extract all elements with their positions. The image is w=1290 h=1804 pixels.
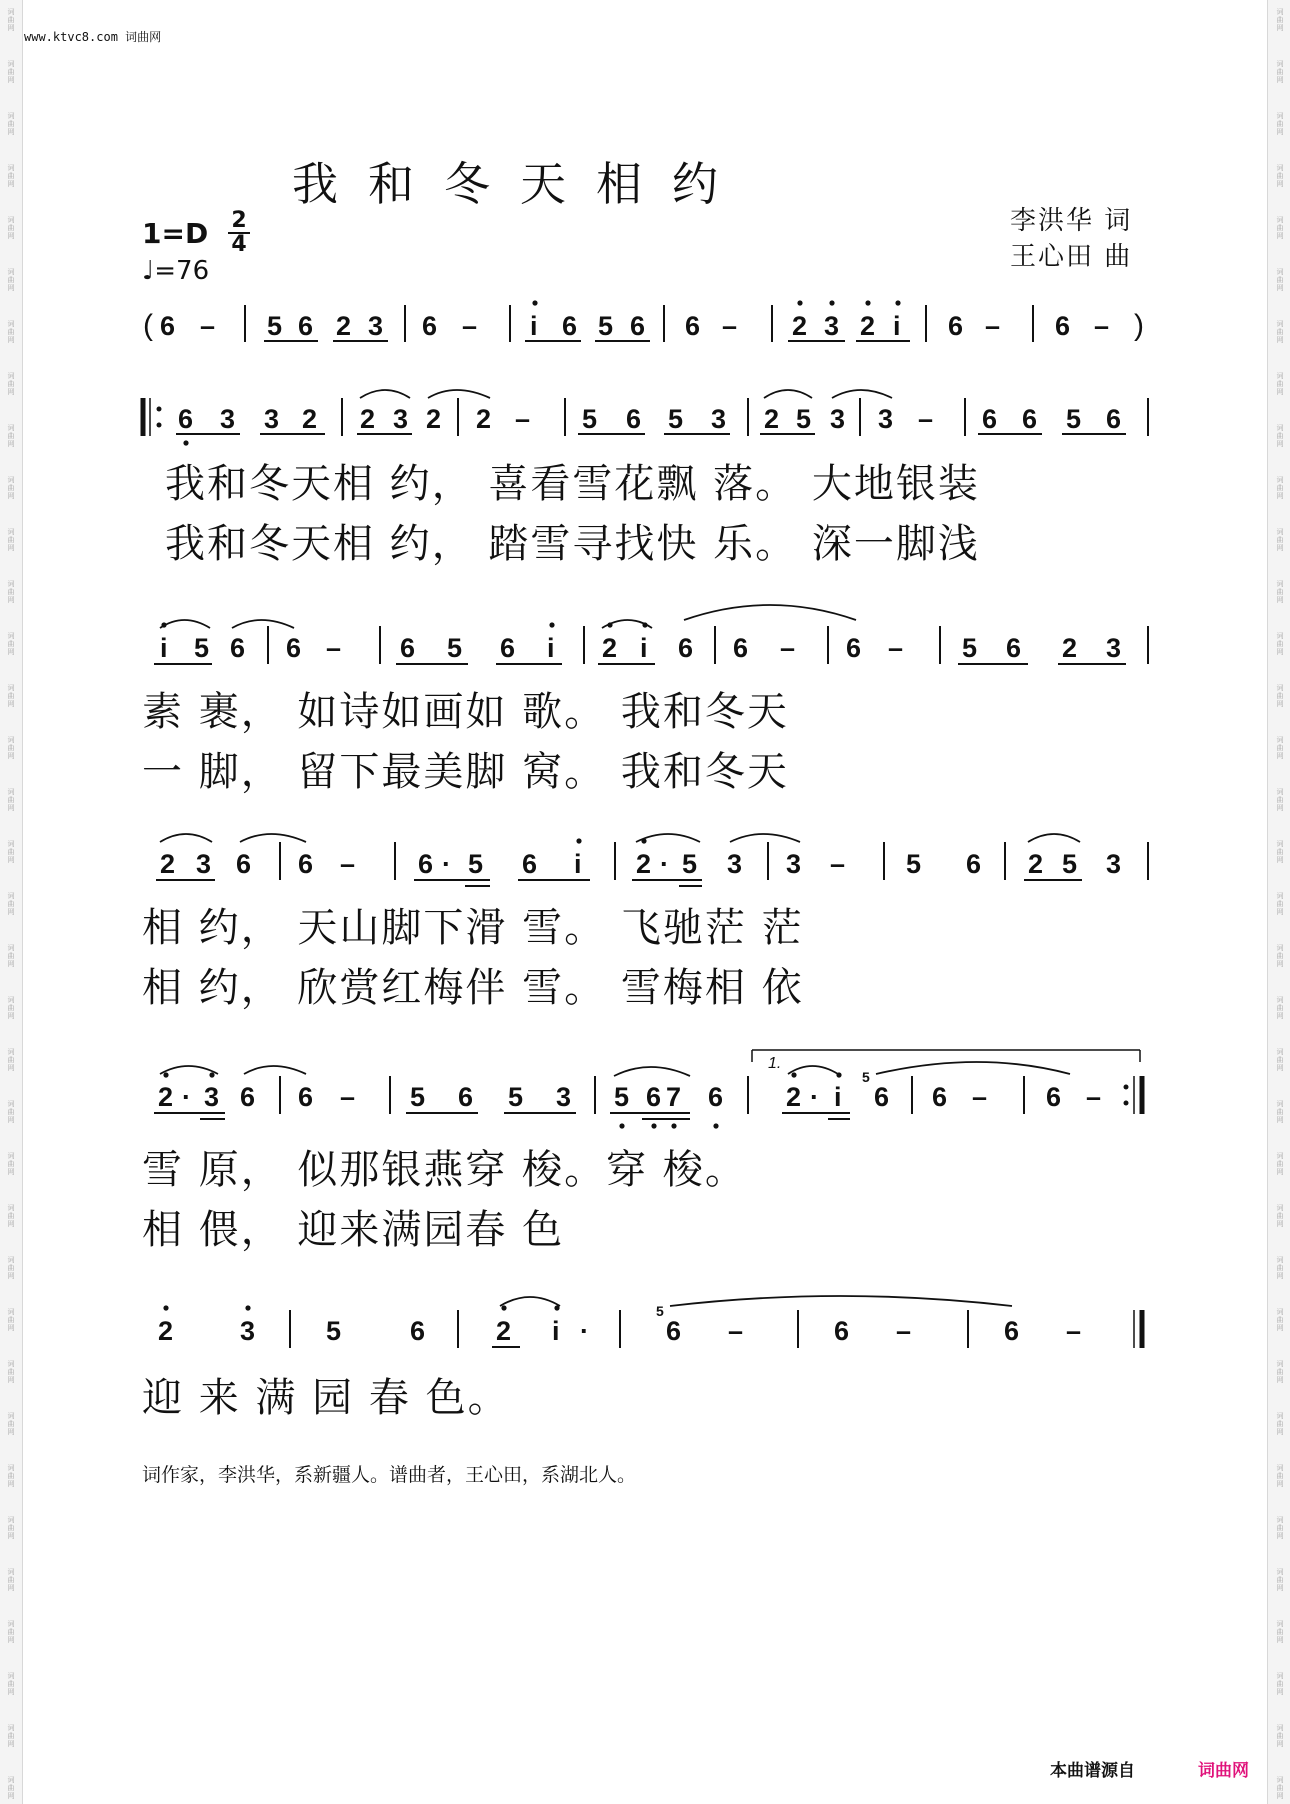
lyrics-system-2-verse-2: 我和冬天相 约， 踏雪寻找快 乐。 深一脚浅 [165, 521, 980, 567]
svg-text:2: 2 [792, 311, 808, 341]
svg-text:6: 6 [630, 311, 646, 341]
svg-text:6: 6 [874, 1082, 890, 1112]
intro-system [143, 300, 1144, 342]
watermark-text: 词 曲 网 [7, 632, 15, 656]
lyrics-system-3-verse-1: 素 裹， 如诗如画如 歌。 我和冬天 [142, 689, 789, 735]
svg-text:6: 6 [982, 404, 998, 434]
svg-text:2: 2 [302, 404, 318, 434]
svg-text:6: 6 [948, 311, 964, 341]
svg-text:5: 5 [447, 633, 463, 663]
svg-text:–: – [888, 633, 904, 663]
svg-text:6: 6 [562, 311, 578, 341]
watermark-text: 词 曲 网 [7, 788, 15, 812]
svg-text:–: – [1086, 1082, 1102, 1112]
watermark-text: 词 曲 网 [1276, 580, 1284, 604]
svg-text:6: 6 [422, 311, 438, 341]
svg-text:–: – [896, 1316, 912, 1346]
svg-text:–: – [918, 404, 934, 434]
watermark-text: 词 曲 网 [7, 424, 15, 448]
watermark-text: 词 曲 网 [1276, 684, 1284, 708]
svg-text:6: 6 [298, 1082, 314, 1112]
system-3 [154, 605, 1148, 664]
svg-text:5: 5 [194, 633, 210, 663]
site-header: www.ktvc8.com 词曲网 [24, 30, 162, 44]
watermark-text: 词 曲 网 [1276, 1464, 1284, 1488]
watermark-text: 词 曲 网 [1276, 892, 1284, 916]
svg-text:3: 3 [727, 849, 743, 879]
watermark-text: 词 曲 网 [1276, 1100, 1284, 1124]
svg-text:6: 6 [230, 633, 246, 663]
svg-text:6: 6 [298, 849, 314, 879]
lyrics-system-4-verse-2: 相 约， 欣赏红梅伴 雪。 雪梅相 依 [142, 965, 804, 1011]
svg-text:·: · [182, 1082, 191, 1112]
watermark-text: 词 曲 网 [1276, 1412, 1284, 1436]
svg-text:6: 6 [458, 1082, 474, 1112]
svg-text:6: 6 [678, 633, 694, 663]
svg-text:6: 6 [1055, 311, 1071, 341]
watermark-text: 词 曲 网 [1276, 1256, 1284, 1280]
watermark-text: 词 曲 网 [7, 8, 15, 32]
svg-text:–: – [340, 849, 356, 879]
footer-source-label: 本曲谱源自 [1050, 1761, 1135, 1781]
svg-text:2: 2 [360, 404, 376, 434]
svg-text:3: 3 [1106, 849, 1122, 879]
svg-text:2: 2 [476, 404, 492, 434]
watermark-text: 词 曲 网 [1276, 8, 1284, 32]
svg-text:2: 2 [1028, 849, 1044, 879]
svg-text:6: 6 [685, 311, 701, 341]
svg-text:5: 5 [582, 404, 598, 434]
svg-text:2: 2 [1062, 633, 1078, 663]
svg-text:–: – [1094, 311, 1110, 341]
watermark-text: 词 曲 网 [7, 1568, 15, 1592]
svg-text:–: – [1066, 1316, 1082, 1346]
svg-text:6: 6 [666, 1316, 682, 1346]
watermark-text: 词 曲 网 [7, 112, 15, 136]
watermark-text: 词 曲 网 [7, 1412, 15, 1436]
watermark-text: 词 曲 网 [1276, 996, 1284, 1020]
watermark-text: 词 曲 网 [7, 840, 15, 864]
svg-text:5: 5 [326, 1316, 342, 1346]
watermark-text: 词 曲 网 [7, 1620, 15, 1644]
svg-text:6: 6 [1106, 404, 1122, 434]
watermark-text: 词 曲 网 [7, 216, 15, 240]
svg-text:i: i [834, 1082, 842, 1112]
svg-text:2: 2 [496, 1316, 512, 1346]
watermark-text: 词 曲 网 [7, 1256, 15, 1280]
watermark-text: 词 曲 网 [7, 1100, 15, 1124]
svg-text:5: 5 [682, 849, 698, 879]
watermark-text: 词 曲 网 [7, 528, 15, 552]
watermark-text: 词 曲 网 [7, 996, 15, 1020]
svg-text:·: · [442, 849, 451, 879]
svg-text:–: – [985, 311, 1001, 341]
svg-text:–: – [780, 633, 796, 663]
svg-text:·: · [660, 849, 669, 879]
watermark-text: 词 曲 网 [1276, 736, 1284, 760]
svg-text:–: – [728, 1316, 744, 1346]
svg-text:7: 7 [666, 1082, 682, 1112]
lyrics-system-5-verse-2: 相 偎， 迎来满园春 色 [142, 1207, 565, 1253]
watermark-text: 词 曲 网 [7, 892, 15, 916]
svg-text:2: 2 [764, 404, 780, 434]
watermark-text: 词 曲 网 [7, 60, 15, 84]
svg-text:6: 6 [500, 633, 516, 663]
watermark-text: 词 曲 网 [1276, 112, 1284, 136]
svg-text:5: 5 [410, 1082, 426, 1112]
svg-text:6: 6 [418, 849, 434, 879]
svg-text:6: 6 [298, 311, 314, 341]
svg-text:2: 2 [336, 311, 352, 341]
watermark-text: 词 曲 网 [1276, 1672, 1284, 1696]
svg-text:2: 2 [636, 849, 652, 879]
author-note: 词作家，李洪华，系新疆人。谱曲者，王心田，系湖北人。 [142, 1464, 637, 1486]
watermark-text: 词 曲 网 [1276, 632, 1284, 656]
svg-text:6: 6 [966, 849, 982, 879]
composer-credit: 王心田 曲 [1010, 242, 1133, 272]
watermark-text: 词 曲 网 [7, 476, 15, 500]
svg-text:6: 6 [160, 311, 176, 341]
svg-text:i: i [552, 1316, 560, 1346]
svg-text:6: 6 [410, 1316, 426, 1346]
svg-text:6: 6 [834, 1316, 850, 1346]
svg-text:1.: 1. [768, 1055, 782, 1072]
svg-text:5: 5 [862, 1069, 870, 1085]
watermark-text: 词 曲 网 [1276, 1568, 1284, 1592]
svg-text:6: 6 [1004, 1316, 1020, 1346]
watermark-text: 词 曲 网 [1276, 1516, 1284, 1540]
watermark-text: 词 曲 网 [7, 372, 15, 396]
svg-text:3: 3 [830, 404, 846, 434]
svg-text:i: i [574, 849, 582, 879]
svg-text:3: 3 [878, 404, 894, 434]
watermark-text: 词 曲 网 [7, 1152, 15, 1176]
svg-text:5: 5 [468, 849, 484, 879]
watermark-text: 词 曲 网 [7, 736, 15, 760]
watermark-text: 词 曲 网 [1276, 1308, 1284, 1332]
time-signature-bottom: 4 [228, 232, 250, 256]
svg-text:5: 5 [656, 1303, 664, 1319]
svg-text:3: 3 [824, 311, 840, 341]
svg-text:i: i [547, 633, 555, 663]
system-4 [156, 834, 1148, 886]
svg-text:5: 5 [962, 633, 978, 663]
svg-text:6: 6 [178, 404, 194, 434]
watermark-text: 词 曲 网 [7, 1672, 15, 1696]
svg-text:–: – [462, 311, 478, 341]
lyrics-system-2-verse-1: 我和冬天相 约， 喜看雪花飘 落。 大地银装 [165, 461, 980, 507]
lyrics-system-4-verse-1: 相 约， 天山脚下滑 雪。 飞驰茫 茫 [142, 905, 804, 951]
svg-text:i: i [160, 633, 168, 663]
watermark-text: 词 曲 网 [1276, 476, 1284, 500]
svg-text:5: 5 [508, 1082, 524, 1112]
watermark-text: 词 曲 网 [7, 1464, 15, 1488]
svg-text:–: – [515, 404, 531, 434]
svg-text:3: 3 [393, 404, 409, 434]
svg-text:6: 6 [846, 633, 862, 663]
svg-text:–: – [200, 311, 216, 341]
svg-text:5: 5 [614, 1082, 630, 1112]
svg-text:3: 3 [196, 849, 212, 879]
song-title: 我和冬天相约 [292, 157, 748, 211]
svg-text:6: 6 [932, 1082, 948, 1112]
svg-text:3: 3 [264, 404, 280, 434]
svg-text:(: ( [143, 309, 153, 342]
svg-text:6: 6 [1006, 633, 1022, 663]
svg-text:5: 5 [796, 404, 812, 434]
watermark-text: 词 曲 网 [7, 1360, 15, 1384]
watermark-text: 词 曲 网 [7, 320, 15, 344]
svg-text:2: 2 [158, 1316, 174, 1346]
svg-text:6: 6 [646, 1082, 662, 1112]
watermark-text: 词 曲 网 [1276, 372, 1284, 396]
watermark-text: 词 曲 网 [7, 1048, 15, 1072]
svg-text:3: 3 [1106, 633, 1122, 663]
svg-text:·: · [810, 1082, 819, 1112]
footer-site-link[interactable]: 词曲网 [1198, 1761, 1249, 1781]
lyrics-system-5-verse-1: 雪 原， 似那银燕穿 梭。穿 梭。 [142, 1147, 747, 1193]
svg-text:5: 5 [906, 849, 922, 879]
svg-text:5: 5 [598, 311, 614, 341]
watermark-text: 词 曲 网 [1276, 216, 1284, 240]
watermark-text: 词 曲 网 [7, 944, 15, 968]
svg-text:·: · [580, 1316, 589, 1346]
watermark-text: 词 曲 网 [7, 684, 15, 708]
watermark-text: 词 曲 网 [7, 1308, 15, 1332]
watermark-text: 词 曲 网 [1276, 60, 1284, 84]
svg-text:3: 3 [368, 311, 384, 341]
svg-text:–: – [326, 633, 342, 663]
watermark-text: 词 曲 网 [7, 164, 15, 188]
svg-text:3: 3 [786, 849, 802, 879]
key-label: 1=D [142, 217, 209, 250]
svg-text:3: 3 [240, 1316, 256, 1346]
svg-text:3: 3 [556, 1082, 572, 1112]
watermark-text: 词 曲 网 [1276, 788, 1284, 812]
watermark-text: 词 曲 网 [1276, 1724, 1284, 1748]
system-5 [154, 1050, 1142, 1129]
svg-text:6: 6 [1022, 404, 1038, 434]
svg-text:6: 6 [708, 1082, 724, 1112]
watermark-text: 词 曲 网 [1276, 528, 1284, 552]
watermark-text: 词 曲 网 [1276, 268, 1284, 292]
watermark-text: 词 曲 网 [1276, 1620, 1284, 1644]
svg-text:3: 3 [711, 404, 727, 434]
svg-text:2: 2 [160, 849, 176, 879]
svg-text:5: 5 [1062, 849, 1078, 879]
lyrics-system-3-verse-2: 一 脚， 留下最美脚 窝。 我和冬天 [142, 749, 789, 795]
svg-text:5: 5 [1066, 404, 1082, 434]
svg-text:5: 5 [267, 311, 283, 341]
watermark-text: 词 曲 网 [1276, 840, 1284, 864]
watermark-text: 词 曲 网 [1276, 1776, 1284, 1800]
watermark-text: 词 曲 网 [1276, 1204, 1284, 1228]
watermark-text: 词 曲 网 [7, 1724, 15, 1748]
watermark-text: 词 曲 网 [7, 580, 15, 604]
svg-text:3: 3 [204, 1082, 220, 1112]
svg-text:6: 6 [240, 1082, 256, 1112]
svg-text:6: 6 [522, 849, 538, 879]
svg-text:6: 6 [1046, 1082, 1062, 1112]
svg-text:6: 6 [286, 633, 302, 663]
watermark-text: 词 曲 网 [1276, 320, 1284, 344]
svg-text:6: 6 [236, 849, 252, 879]
svg-text:2: 2 [158, 1082, 174, 1112]
svg-text:6: 6 [733, 633, 749, 663]
watermark-text: 词 曲 网 [7, 1204, 15, 1228]
system-6 [158, 1296, 1142, 1348]
svg-text:i: i [530, 311, 538, 341]
svg-text:–: – [340, 1082, 356, 1112]
time-signature-top: 2 [231, 208, 247, 233]
svg-text:i: i [893, 311, 901, 341]
watermark-text: 词 曲 网 [1276, 424, 1284, 448]
watermark-text: 词 曲 网 [1276, 1360, 1284, 1384]
watermark-text: 词 曲 网 [7, 1516, 15, 1540]
svg-text:3: 3 [220, 404, 236, 434]
svg-text:5: 5 [668, 404, 684, 434]
svg-text:2: 2 [786, 1082, 802, 1112]
svg-text:2: 2 [602, 633, 618, 663]
svg-text:2: 2 [426, 404, 442, 434]
svg-text:6: 6 [400, 633, 416, 663]
svg-text:–: – [722, 311, 738, 341]
watermark-text: 词 曲 网 [1276, 1048, 1284, 1072]
quarter-note-icon: ♩ [142, 256, 155, 286]
svg-text:6: 6 [626, 404, 642, 434]
svg-text:–: – [830, 849, 846, 879]
system-2 [143, 390, 1148, 446]
watermark-text: 词 曲 网 [1276, 164, 1284, 188]
watermark-text: 词 曲 网 [1276, 1152, 1284, 1176]
tempo-value: =76 [154, 256, 210, 286]
svg-text:): ) [1134, 309, 1144, 342]
svg-text:i: i [640, 633, 648, 663]
svg-text:–: – [972, 1082, 988, 1112]
watermark-text: 词 曲 网 [1276, 944, 1284, 968]
lyrics-system-6: 迎 来 满 园 春 色。 [142, 1375, 510, 1421]
watermark-text: 词 曲 网 [7, 268, 15, 292]
svg-text:2: 2 [860, 311, 876, 341]
lyricist-credit: 李洪华 词 [1010, 206, 1133, 236]
watermark-text: 词 曲 网 [7, 1776, 15, 1800]
